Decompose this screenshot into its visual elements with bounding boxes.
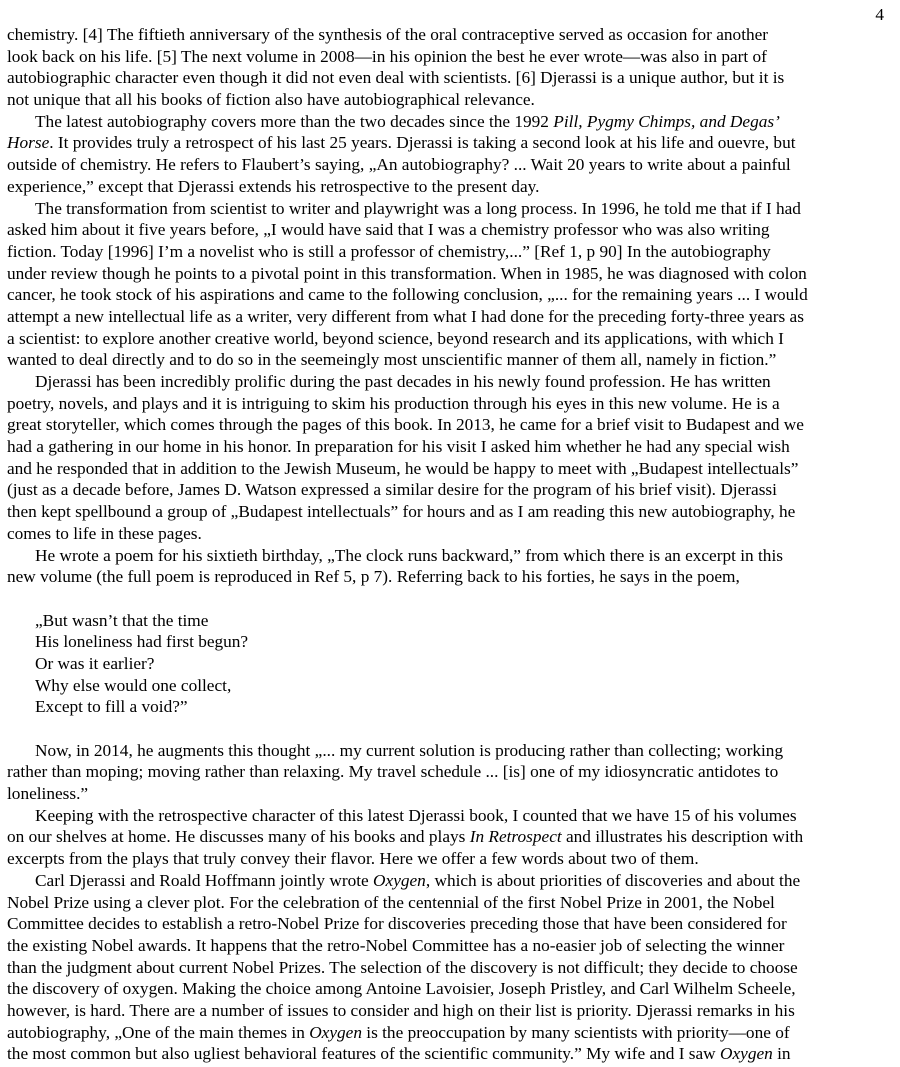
text-line (7, 892, 887, 914)
poem-excerpt (7, 610, 887, 718)
text-line (7, 1000, 887, 1022)
text-line (7, 306, 887, 328)
text-line (7, 913, 887, 935)
poem-line: Why else would one collect, (35, 675, 232, 695)
text-run: Djerassi has been incredibly prolific during the past decades in his newly found profession. He has written (35, 372, 771, 391)
paragraphs-before-poem (7, 24, 887, 588)
text-run: Nobel Prize using a clever plot. For the celebration of the centennial of the first Nobel Prize in 2001, the Nobel (7, 892, 775, 912)
poem-line: His loneliness had first begun? (35, 632, 249, 652)
text-line (7, 111, 887, 133)
text-run: on our shelves at home. He discusses many of his books and plays (7, 827, 470, 847)
text-run: autobiographic character even though it did not even deal with scientists. [6] Djerassi is a unique author, but it is (7, 68, 785, 88)
text-run: comes to life in these pages. (7, 523, 202, 543)
text-line (7, 328, 887, 350)
text-run: the existing Nobel awards. It happens that the retro-Nobel Committee has a no-easier job of selecting the winner (7, 935, 785, 955)
text-line (7, 458, 887, 480)
text-run: then kept spellbound a group of „Budapest intellectuals” for hours and as I am reading this new autobiography, he (7, 502, 796, 522)
blank-line (7, 718, 887, 740)
italic-title: Oxygen (309, 1022, 362, 1042)
text-line (7, 284, 887, 306)
text-line (7, 523, 887, 545)
text-run: excerpts from the plays that truly convey their flavor. Here we offer a few words about two of them. (7, 849, 699, 869)
poem-line: Except to fill a void?” (35, 697, 188, 717)
text-run: the discovery of oxygen. Making the choice among Antoine Lavoisier, Joseph Pristley, and Carl Wilhelm Scheele, (7, 979, 796, 999)
text-line (7, 241, 887, 263)
text-line (7, 783, 887, 805)
text-line (7, 132, 887, 154)
text-run: cancer, he took stock of his aspirations and came to the following conclusion, „... for the remaining years ... I would (7, 285, 808, 305)
text-run: under review though he points to a pivotal point in this transformation. When in 1985, he was diagnosed with colon (7, 263, 807, 283)
italic-title: Horse (7, 133, 50, 153)
text-line (7, 1043, 887, 1065)
poem-line: „But wasn’t that the time (35, 610, 209, 630)
text-line (7, 219, 887, 241)
paragraph-transformation (7, 198, 887, 372)
text-run: had a gathering in our home in his honor. In preparation for his visit I asked him whether he had any special wish (7, 437, 790, 457)
text-run: chemistry. [4] The fiftieth anniversary of the synthesis of the oral contraceptive served as occasion for another (7, 25, 769, 44)
italic-title: Oxygen (373, 870, 426, 890)
text-line (7, 349, 887, 371)
paragraph-continuation (7, 24, 887, 111)
text-line (7, 414, 887, 436)
paragraphs-after-poem (7, 740, 887, 1065)
text-run: asked him about it five years before, „I would have said that I was a chemistry professor who was also writing (7, 220, 770, 240)
text-run: however, is hard. There are a number of issues to consider and high on their list is priority. Djerassi remarks in his (7, 1000, 795, 1020)
text-line (7, 176, 887, 198)
text-run: than the judgment about current Nobel Prizes. The selection of the discovery is not difficult; they decide to choose (7, 957, 798, 977)
text-line (7, 371, 887, 393)
paragraph-retrospective (7, 805, 887, 870)
text-run: a scientist: to explore another creative world, beyond science, beyond research and its applications, with which I (7, 328, 784, 348)
text-run: Keeping with the retrospective character of this latest Djerassi book, I counted that we have 15 of his volumes (35, 805, 797, 825)
text-run: rather than moping; moving rather than relaxing. My travel schedule ... [is] one of my idiosyncratic antidotes to (7, 762, 779, 782)
text-run: Carl Djerassi and Roald Hoffmann jointly wrote (35, 870, 374, 890)
text-run: loneliness.” (7, 784, 89, 804)
text-run: in (772, 1044, 791, 1064)
text-run: The latest autobiography covers more than the two decades since the 1992 (35, 111, 554, 131)
text-line (7, 740, 887, 762)
text-run: the most common but also ugliest behavioral features of the scientific community.” My wife and I saw (7, 1044, 720, 1064)
text-run: poetry, novels, and plays and it is intriguing to skim his production through his eyes in this new volume. He is a (7, 393, 780, 413)
page-number: 4 (875, 5, 884, 24)
text-run: experience,” except that Djerassi extends his retrospective to the present day. (7, 176, 540, 196)
text-run: attempt a new intellectual life as a writer, very different from what I had done for the preceding forty-three years as (7, 306, 804, 326)
document-body (7, 24, 887, 1065)
italic-title: In Retrospect (469, 827, 562, 847)
text-line (7, 978, 887, 1000)
text-line (7, 826, 887, 848)
text-line (7, 89, 887, 111)
text-line (7, 1022, 887, 1044)
blank-line (7, 588, 887, 610)
text-line (7, 479, 887, 501)
text-run: . It provides truly a retrospect of his last 25 years. Djerassi is taking a second look at his life and ouevre, but (49, 133, 796, 153)
text-run: (just as a decade before, James D. Watson expressed a similar desire for the program of his brief visit). Djerassi (7, 480, 777, 500)
text-line (7, 501, 887, 523)
text-line (7, 566, 887, 588)
text-run: The transformation from scientist to writer and playwright was a long process. In 1996, he told me that if I had (35, 198, 801, 218)
text-line (7, 870, 887, 892)
text-run: Committee decides to establish a retro-Nobel Prize for discoveries preceding those that have been considered for (7, 914, 787, 934)
text-run: is the preoccupation by many scientists with priority—one of (361, 1022, 790, 1042)
text-run: He wrote a poem for his sixtieth birthday, „The clock runs backward,” from which there is an excerpt in this (35, 545, 783, 565)
italic-title: Oxygen (720, 1044, 773, 1064)
text-run: great storyteller, which comes through the pages of this book. In 2013, he came for a brief visit to Budapest and we (7, 415, 804, 435)
text-run: look back on his life. [5] The next volume in 2008—in his opinion the best he ever wrote—was also in part of (7, 46, 767, 66)
paragraph-augments (7, 740, 887, 805)
text-line (7, 46, 887, 68)
italic-title: Pill, Pygmy Chimps, and Degas’ (553, 111, 780, 131)
paragraph-oxygen (7, 870, 887, 1065)
text-line (7, 805, 887, 827)
paragraph-latest-autobiography (7, 111, 887, 198)
text-run: outside of chemistry. He refers to Flaubert’s saying, „An autobiography? ... Wait 20 years to write about a painful (7, 155, 791, 175)
text-run: fiction. Today [1996] I’m a novelist who is still a professor of chemistry,...” [Ref 1, p 90] In the autobiography (7, 241, 771, 261)
text-line (7, 545, 887, 567)
text-line (7, 848, 887, 870)
text-run: wanted to deal directly and to do so in the seemeingly most unscientific manner of them all, namely in fiction.” (7, 350, 777, 370)
text-line (7, 436, 887, 458)
text-run: new volume (the full poem is reproduced in Ref 5, p 7). Referring back to his forties, he says in the poem, (7, 567, 740, 587)
text-line (7, 761, 887, 783)
text-run: and illustrates his description with (561, 827, 804, 847)
text-run: , which is about priorities of discoveries and about the (425, 870, 801, 890)
text-line (7, 67, 887, 89)
text-line (7, 154, 887, 176)
text-run: and he responded that in addition to the Jewish Museum, he would be happy to meet with „Budapest intellectuals” (7, 458, 799, 478)
text-line (7, 935, 887, 957)
text-line (7, 393, 887, 415)
text-run: autobiography, „One of the main themes in (7, 1022, 310, 1042)
text-line (7, 263, 887, 285)
text-line (7, 957, 887, 979)
text-line (7, 198, 887, 220)
paragraph-prolific (7, 371, 887, 545)
text-run: Now, in 2014, he augments this thought „... my current solution is producing rather than collecting; working (35, 740, 784, 760)
text-run: not unique that all his books of fiction also have autobiographical relevance. (7, 90, 535, 110)
poem-line: Or was it earlier? (35, 653, 155, 673)
text-line (7, 24, 887, 46)
paragraph-poem-intro (7, 545, 887, 588)
